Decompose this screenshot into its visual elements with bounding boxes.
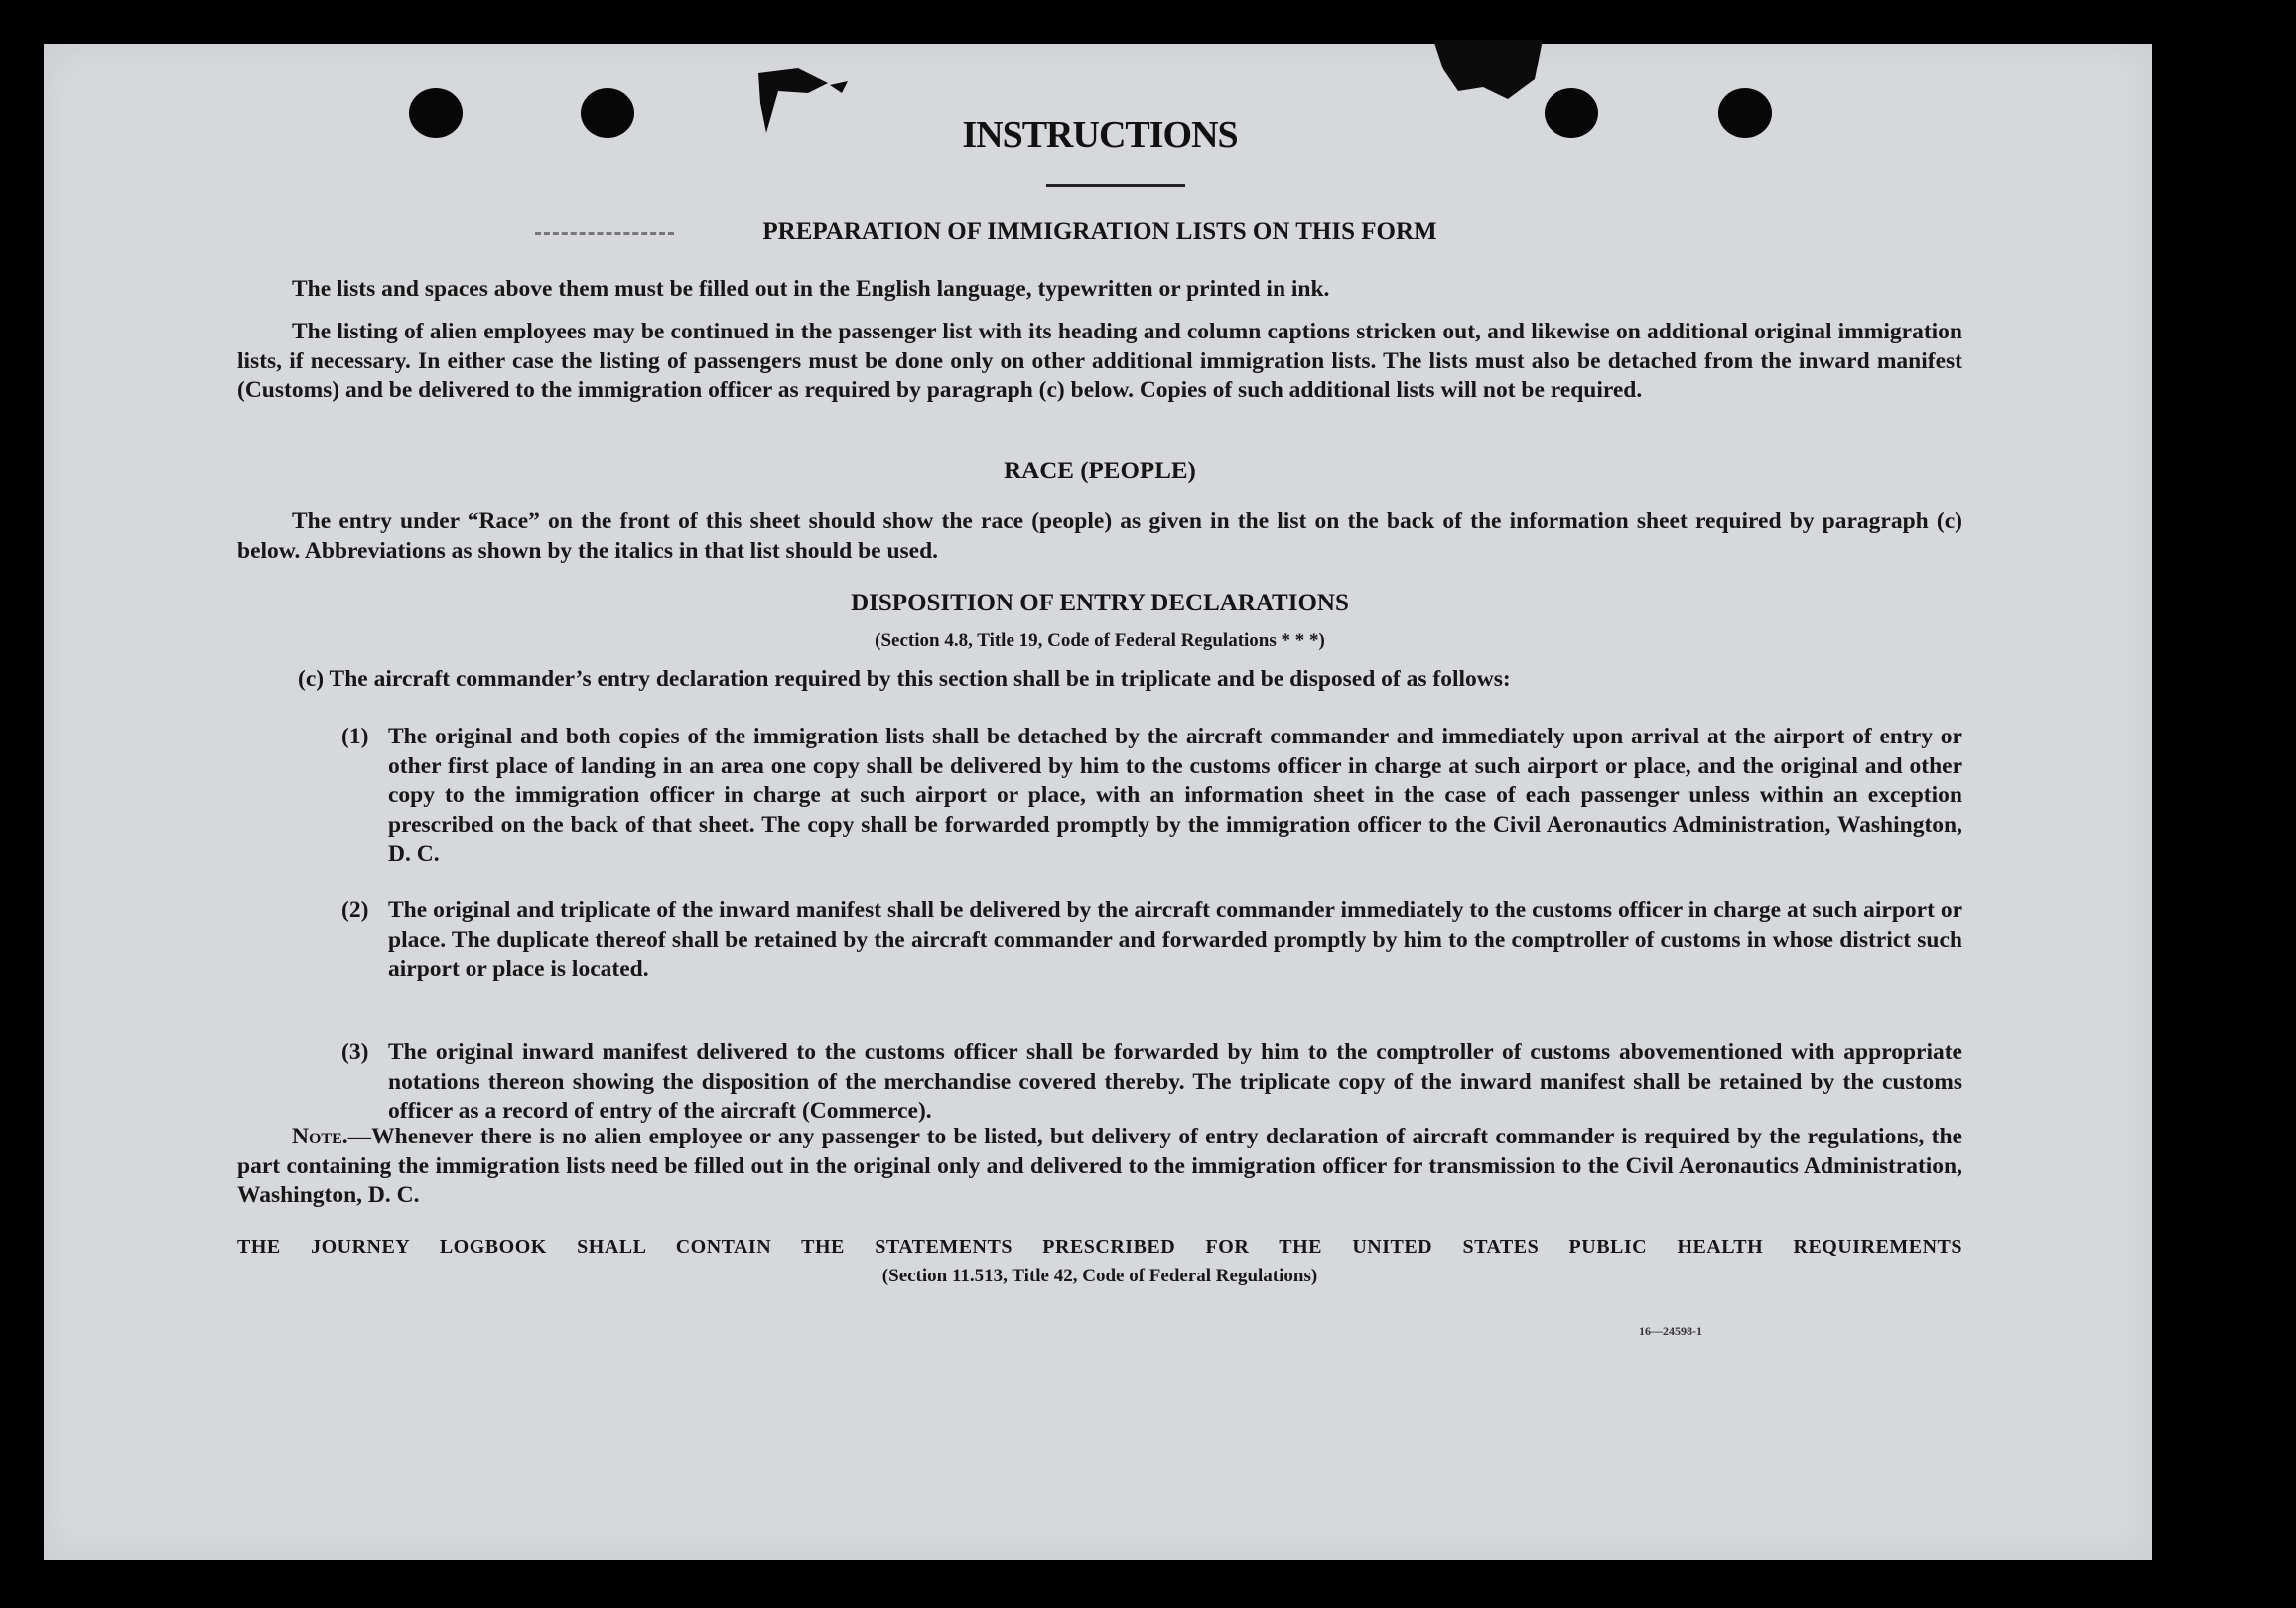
title-underline bbox=[1046, 184, 1185, 187]
paragraph-disposition-intro: (c) The aircraft commander’s entry declaration required by this section shall be in triplicate and be disposed of as follows: bbox=[298, 666, 1511, 692]
list-item-number: (2) bbox=[341, 897, 369, 923]
heading-disposition: DISPOSITION OF ENTRY DECLARATIONS bbox=[851, 590, 1349, 616]
health-citation: (Section 11.513, Title 42, Code of Federal Regulations) bbox=[881, 1266, 1318, 1286]
list-item-2 bbox=[341, 896, 1962, 985]
heading-race: RACE (PEOPLE) bbox=[1004, 458, 1196, 484]
list-item-text: The original and triplicate of the inward manifest shall be delivered by the aircraft commander immediately to the customs officer in charge at such airport or place. The duplicate thereof shall be retained by the aircraft commander and forwarded promptly by him to the comptroller of customs in whose district such airport or place is located. bbox=[388, 897, 1962, 982]
note-label: Note. bbox=[292, 1124, 348, 1149]
list-item-3 bbox=[341, 1038, 1962, 1127]
form-code: 16—24598-1 bbox=[1639, 1324, 1702, 1338]
list-item-text: The original inward manifest delivered to the customs officer shall be forwarded by him to the comptroller of customs abovementioned with appropriate notations thereon showing the disposition of the merchandise covered thereby. The triplicate copy of the inward manifest shall be retained by the customs officer as a record of entry of the aircraft (Commerce). bbox=[388, 1039, 1962, 1124]
torn-mark-top bbox=[1414, 40, 1562, 109]
page-title: INSTRUCTIONS bbox=[962, 114, 1238, 156]
note-text: —Whenever there is no alien employee or any passenger to be listed, but delivery of entry declaration of aircraft commander is required by the regulations, the part containing the immigration lists need be filled out in the original only and delivered to the immigration officer for transmission to the Civil Aeronautics Administration, Washington, D. C. bbox=[237, 1124, 1962, 1208]
list-item-1 bbox=[341, 723, 1962, 870]
document-sheet bbox=[44, 44, 2152, 1560]
citation-disposition: (Section 4.8, Title 19, Code of Federal Regulations * * *) bbox=[875, 630, 1325, 651]
paragraph-race: The entry under “Race” on the front of this sheet should show the race (people) as given in the list on the back of the information sheet required by paragraph (c) below. Abbreviations as shown by the italics in that list should be used. bbox=[237, 508, 1962, 564]
list-item-number: (3) bbox=[341, 1039, 369, 1065]
paragraph-preparation-2: The listing of alien employees may be continued in the passenger list with its heading and column captions stricken out, and likewise on additional original immigration lists, if necessary. In either case the listing of passengers must be done only on other additional immigration lists. The lists must also be detached from the inward manifest (Customs) and be delivered to the immigration officer as required by paragraph (c) below. Copies of such additional lists will not be required. bbox=[237, 319, 1962, 403]
paragraph-note bbox=[237, 1123, 1962, 1211]
list-item-number: (1) bbox=[341, 724, 369, 749]
heading-preparation: PREPARATION OF IMMIGRATION LISTS ON THIS FORM bbox=[762, 218, 1437, 245]
list-item-text: The original and both copies of the immigration lists shall be detached by the aircraft commander and immediately upon arrival at the airport of entry or other first place of landing in an area one copy shall be delivered by him to the customs officer in charge at such airport or place, and the original and other copy to the immigration officer in charge at such airport or place, with an information sheet in the case of each passenger unless within an exception prescribed on the back of that sheet. The copy shall be forwarded promptly by the immigration officer to the Civil Aeronautics Administration, Washington, D. C. bbox=[388, 724, 1962, 867]
health-statement: THE JOURNEY LOGBOOK SHALL CONTAIN THE STATEMENTS PRESCRIBED FOR THE UNITED STATES PUBLIC HEALTH REQUIREMENTS bbox=[237, 1236, 1962, 1258]
paragraph-preparation-1: The lists and spaces above them must be filled out in the English language, typewritten or printed in ink. bbox=[292, 276, 1330, 302]
